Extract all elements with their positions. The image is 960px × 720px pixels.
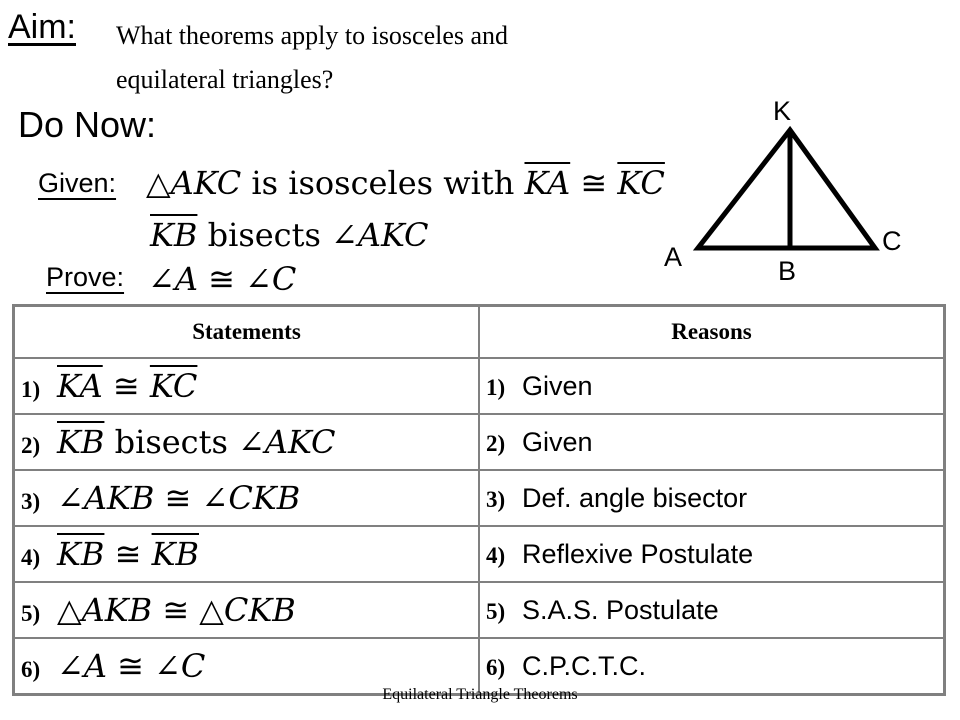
statement-cell: [14, 470, 480, 526]
given-label: Given:: [38, 168, 117, 198]
step-number: 4): [21, 545, 41, 570]
step-number: 6): [21, 657, 41, 682]
triangle-name: AKC: [170, 164, 242, 202]
statement-term-a: $\overline{KB}$: [57, 535, 105, 573]
aim-label: Aim:: [8, 8, 76, 46]
reason-number: 2): [486, 430, 506, 456]
statement-term-b: ∠AKC: [238, 423, 336, 461]
congruent-symbol: ≅: [570, 164, 618, 202]
reason-text: Reflexive Postulate: [522, 538, 754, 569]
reason-text: S.A.S. Postulate: [522, 594, 719, 625]
reason-number: 4): [486, 542, 506, 568]
reason-number: 5): [486, 598, 506, 624]
given-statement-2: [150, 216, 429, 254]
congruent-symbol: ≅: [197, 260, 246, 298]
statement-term-a: ∠A: [57, 647, 107, 685]
segment-kb: $\overline{KB}$: [150, 216, 198, 254]
proof-row: [14, 526, 945, 582]
triangle-akc: [698, 130, 875, 248]
reason-cell: [479, 526, 945, 582]
aim-question-line-1: What theorems apply to isosceles and: [116, 21, 509, 50]
vertex-c-label: C: [882, 226, 902, 256]
step-number: 5): [21, 601, 41, 626]
reason-cell: [479, 414, 945, 470]
prove-label: Prove:: [46, 262, 125, 292]
statement-term-a: ∠AKB: [57, 479, 155, 517]
prove-statement: [148, 260, 296, 298]
statement-term-b: $\overline{KC}$: [149, 367, 198, 405]
reason-text: C.P.C.T.C.: [522, 650, 647, 681]
reason-number: 3): [486, 486, 506, 512]
proof-row: [14, 358, 945, 414]
reason-cell: [479, 470, 945, 526]
angle-symbol: ∠: [148, 260, 175, 298]
statement-operator: ≅: [154, 479, 202, 517]
angle-name: AKC: [357, 216, 429, 254]
statement-term-a: $\overline{KB}$: [57, 423, 105, 461]
reason-text: Def. angle bisector: [522, 482, 748, 513]
bisects-text: bisects: [197, 216, 332, 254]
statement-operator: ≅: [102, 367, 150, 405]
angle-symbol: ∠: [245, 260, 272, 298]
statement-term-b: ∠CKB: [201, 479, 301, 517]
reason-number: 1): [486, 374, 506, 400]
statement-term-b: $\overline{KB}$: [151, 535, 199, 573]
statements-header: Statements: [14, 306, 480, 359]
statement-term-a: $\overline{KA}$: [57, 367, 103, 405]
reason-text: Given: [522, 426, 593, 457]
reason-cell: [479, 358, 945, 414]
statement-term-b: ∠C: [154, 647, 206, 685]
vertex-b-label: B: [778, 256, 797, 286]
given-text: is isosceles with: [241, 164, 525, 202]
statement-cell: [14, 414, 480, 470]
proof-row: [14, 414, 945, 470]
statement-operator: ≅: [104, 535, 152, 573]
proof-row: [14, 470, 945, 526]
proof-row: [14, 582, 945, 638]
statement-term-a: △AKB: [57, 591, 153, 629]
do-now-heading: Do Now:: [18, 104, 157, 145]
angle-symbol: ∠: [331, 216, 358, 254]
step-number: 2): [21, 433, 41, 458]
statement-term-b: △CKB: [199, 591, 296, 629]
step-number: 3): [21, 489, 41, 514]
reason-text: Given: [522, 370, 593, 401]
angle-name-c: C: [271, 260, 297, 298]
aim-question: [116, 14, 716, 102]
two-column-proof-table: [12, 304, 946, 696]
vertex-a-label: A: [664, 242, 683, 272]
statement-cell: [14, 582, 480, 638]
statement-operator: ≅: [106, 647, 155, 685]
aim-question-line-2: equilateral triangles?: [116, 65, 334, 94]
proof-header-row: [14, 306, 945, 359]
triangle-symbol: △: [146, 164, 171, 202]
reason-number: 6): [486, 654, 506, 680]
segment-kc: $\overline{KC}$: [617, 164, 665, 202]
segment-ka: $\overline{KA}$: [524, 164, 571, 202]
statement-cell: [14, 358, 480, 414]
vertex-k-label: K: [773, 96, 792, 126]
reasons-header: Reasons: [479, 306, 945, 359]
statement-operator: bisects: [104, 423, 239, 461]
reason-cell: [479, 582, 945, 638]
angle-name-a: A: [174, 260, 198, 298]
slide-footer: Equilateral Triangle Theorems: [382, 686, 578, 703]
given-statement-1: [146, 164, 665, 202]
isosceles-triangle-figure: [640, 90, 940, 300]
statement-cell: [14, 526, 480, 582]
step-number: 1): [21, 377, 41, 402]
statement-operator: ≅: [152, 591, 200, 629]
